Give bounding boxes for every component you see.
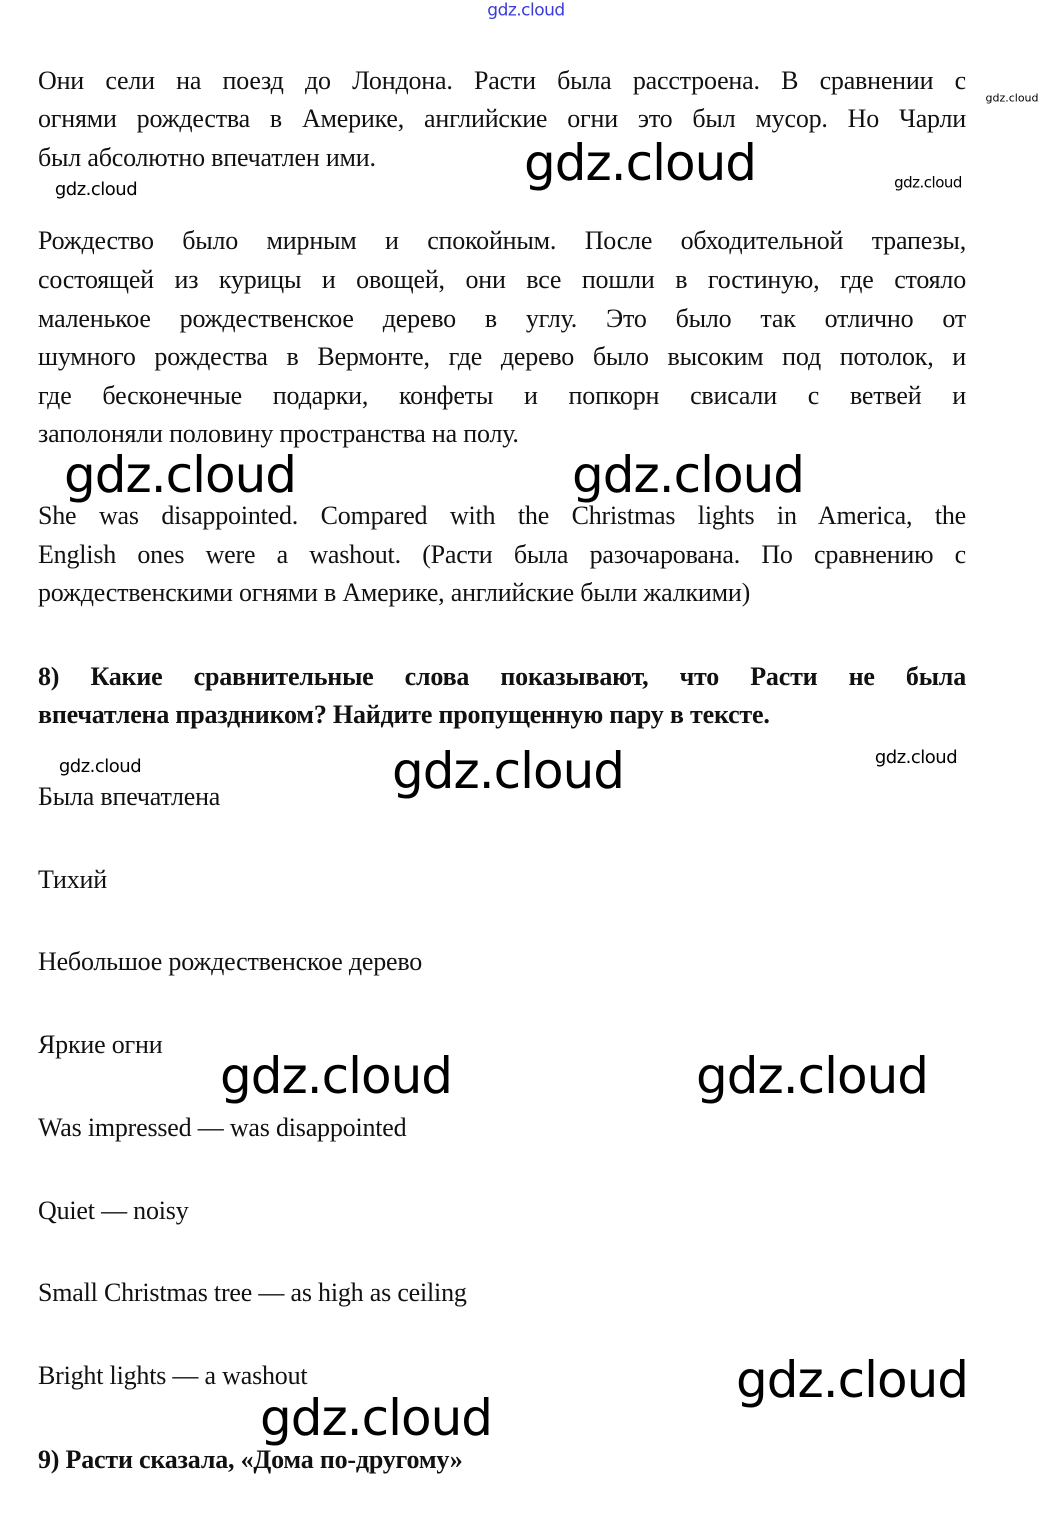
paragraph-line: где бесконечные подарки, конфеты и попкорн свисали с ветвей и bbox=[38, 381, 966, 410]
paragraph-line: рождественскими огнями в Америке, английские были жалкими) bbox=[38, 578, 751, 607]
watermark: gdz.cloud bbox=[894, 173, 962, 192]
paragraph-line: огнями рождества в Америке, английские огни это был мусор. Но Чарли bbox=[38, 104, 966, 133]
paragraph-line: состоящей из курицы и овощей, они все пошли в гостиную, где стояло bbox=[38, 265, 966, 294]
answer-item: Яркие огни bbox=[38, 1030, 163, 1059]
answer-item: Small Christmas tree — as high as ceiling bbox=[38, 1278, 467, 1307]
answer-item: Тихий bbox=[38, 865, 107, 894]
watermark: gdz.cloud bbox=[571, 446, 805, 504]
question-heading: 9) Расти сказала, «Дома по-другому» bbox=[38, 1445, 463, 1474]
watermark: gdz.cloud bbox=[874, 747, 958, 768]
answer-item: Небольшое рождественское дерево bbox=[38, 947, 423, 976]
watermark: gdz.cloud bbox=[523, 134, 757, 192]
watermark: gdz.cloud bbox=[391, 742, 625, 800]
paragraph-line: She was disappointed. Compared with the Christmas lights in America, the bbox=[38, 501, 966, 530]
paragraph-line: шумного рождества в Вермонте, где дерево было высоким под потолок, и bbox=[38, 342, 966, 371]
paragraph-line: Рождество было мирным и спокойным. После обходительной трапезы, bbox=[38, 226, 966, 255]
watermark: gdz.cloud bbox=[63, 446, 297, 504]
paragraph-line: заполоняли половину пространства на полу. bbox=[38, 419, 519, 448]
answer-item: Bright lights — a washout bbox=[38, 1361, 308, 1390]
watermark: gdz.cloud bbox=[735, 1351, 969, 1409]
watermark: gdz.cloud bbox=[219, 1047, 453, 1105]
answer-item: Была впечатлена bbox=[38, 782, 221, 811]
watermark: gdz.cloud bbox=[985, 91, 1039, 105]
watermark: gdz.cloud bbox=[54, 179, 138, 200]
answer-item: Quiet — noisy bbox=[38, 1196, 189, 1225]
watermark: gdz.cloud bbox=[695, 1047, 929, 1105]
question-heading: впечатлена праздником? Найдите пропущенную пару в тексте. bbox=[38, 700, 770, 729]
watermark: gdz.cloud bbox=[259, 1389, 493, 1447]
question-heading: 8) Какие сравнительные слова показывают, что Расти не была bbox=[38, 662, 966, 691]
watermark: gdz.cloud bbox=[58, 756, 142, 777]
paragraph-line: маленькое рождественское дерево в углу. Это было так отлично от bbox=[38, 304, 966, 333]
answer-item: Was impressed — was disappointed bbox=[38, 1113, 407, 1142]
paragraph-line: English ones were a washout. (Расти была разочарована. По сравнению с bbox=[38, 540, 966, 569]
paragraph-line: был абсолютно впечатлен ими. bbox=[38, 143, 376, 172]
header-watermark: gdz.cloud bbox=[487, 0, 565, 21]
paragraph-line: Они сели на поезд до Лондона. Расти была расстроена. В сравнении с bbox=[38, 66, 966, 95]
